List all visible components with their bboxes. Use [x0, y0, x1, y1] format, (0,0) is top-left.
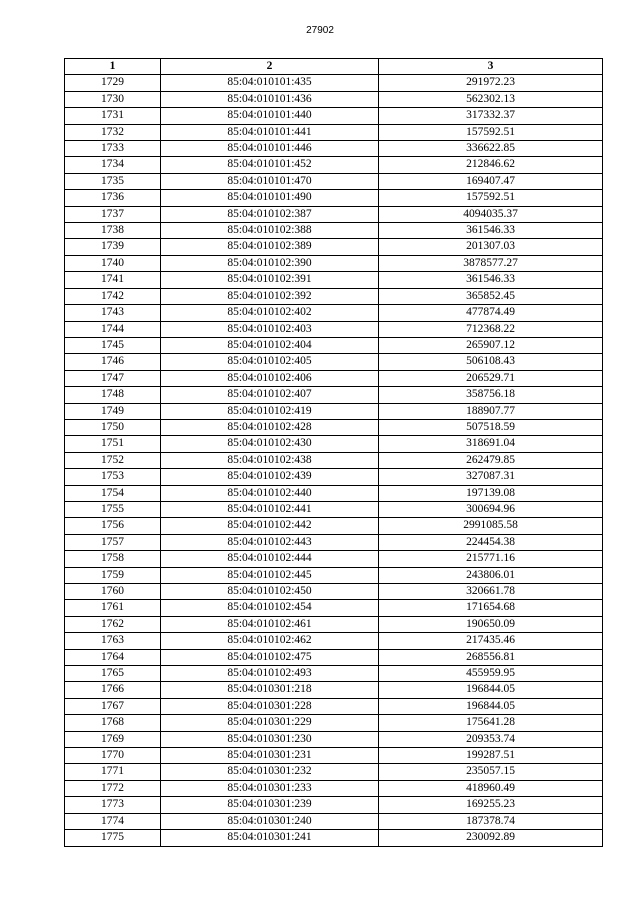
row-number-cell: 1770 [65, 748, 161, 764]
row-number-cell: 1768 [65, 715, 161, 731]
value-cell: 224454.38 [379, 534, 603, 550]
value-cell: 196844.05 [379, 698, 603, 714]
cadastral-number-cell: 85:04:010102:439 [161, 469, 379, 485]
table-row [65, 551, 603, 567]
row-number-cell: 1774 [65, 813, 161, 829]
cadastral-number-cell: 85:04:010101:452 [161, 157, 379, 173]
cadastral-number-cell: 85:04:010102:403 [161, 321, 379, 337]
value-cell: 507518.59 [379, 419, 603, 435]
table-row [65, 91, 603, 107]
table-row [65, 813, 603, 829]
cadastral-number-cell: 85:04:010301:229 [161, 715, 379, 731]
table-row [65, 239, 603, 255]
row-number-cell: 1733 [65, 141, 161, 157]
cadastral-number-cell: 85:04:010102:390 [161, 255, 379, 271]
row-number-cell: 1767 [65, 698, 161, 714]
table-row [65, 141, 603, 157]
row-number-cell: 1731 [65, 108, 161, 124]
row-number-cell: 1756 [65, 518, 161, 534]
table-row [65, 698, 603, 714]
row-number-cell: 1732 [65, 124, 161, 140]
table-row [65, 748, 603, 764]
row-number-cell: 1750 [65, 419, 161, 435]
value-cell: 361546.33 [379, 223, 603, 239]
row-number-cell: 1749 [65, 403, 161, 419]
cadastral-number-cell: 85:04:010102:428 [161, 419, 379, 435]
cadastral-number-cell: 85:04:010101:446 [161, 141, 379, 157]
row-number-cell: 1769 [65, 731, 161, 747]
cadastral-number-cell: 85:04:010102:461 [161, 616, 379, 632]
value-cell: 230092.89 [379, 830, 603, 846]
table-row [65, 108, 603, 124]
value-cell: 201307.03 [379, 239, 603, 255]
row-number-cell: 1738 [65, 223, 161, 239]
table-row [65, 157, 603, 173]
value-cell: 171654.68 [379, 600, 603, 616]
row-number-cell: 1743 [65, 305, 161, 321]
value-cell: 365852.45 [379, 288, 603, 304]
row-number-cell: 1766 [65, 682, 161, 698]
value-cell: 265907.12 [379, 337, 603, 353]
cadastral-number-cell: 85:04:010101:435 [161, 75, 379, 91]
value-cell: 712368.22 [379, 321, 603, 337]
table-row [65, 764, 603, 780]
row-number-cell: 1736 [65, 190, 161, 206]
row-number-cell: 1729 [65, 75, 161, 91]
cadastral-number-cell: 85:04:010101:470 [161, 173, 379, 189]
row-number-cell: 1752 [65, 452, 161, 468]
cadastral-number-cell: 85:04:010102:475 [161, 649, 379, 665]
value-cell: 327087.31 [379, 469, 603, 485]
table-row [65, 206, 603, 222]
table-row [65, 649, 603, 665]
cadastral-number-cell: 85:04:010102:493 [161, 666, 379, 682]
table-row [65, 567, 603, 583]
row-number-cell: 1742 [65, 288, 161, 304]
table-row [65, 616, 603, 632]
value-cell: 196844.05 [379, 682, 603, 698]
table-row [65, 600, 603, 616]
cadastral-number-cell: 85:04:010101:436 [161, 91, 379, 107]
table-row [65, 666, 603, 682]
table-row [65, 190, 603, 206]
row-number-cell: 1747 [65, 370, 161, 386]
value-cell: 235057.15 [379, 764, 603, 780]
cadastral-number-cell: 85:04:010102:419 [161, 403, 379, 419]
table-row [65, 75, 603, 91]
page-number: 27902 [306, 25, 334, 36]
table-row [65, 469, 603, 485]
cadastral-number-cell: 85:04:010301:233 [161, 780, 379, 796]
table-row [65, 584, 603, 600]
value-cell: 317332.37 [379, 108, 603, 124]
table-body [65, 75, 603, 846]
cadastral-number-cell: 85:04:010102:406 [161, 370, 379, 386]
table-row [65, 485, 603, 501]
cadastral-number-cell: 85:04:010301:241 [161, 830, 379, 846]
value-cell: 188907.77 [379, 403, 603, 419]
cadastral-number-cell: 85:04:010102:443 [161, 534, 379, 550]
table-row [65, 780, 603, 796]
column-header: 1 [65, 59, 161, 75]
row-number-cell: 1746 [65, 354, 161, 370]
value-cell: 157592.51 [379, 190, 603, 206]
value-cell: 157592.51 [379, 124, 603, 140]
cadastral-number-cell: 85:04:010301:228 [161, 698, 379, 714]
row-number-cell: 1772 [65, 780, 161, 796]
row-number-cell: 1737 [65, 206, 161, 222]
row-number-cell: 1764 [65, 649, 161, 665]
value-cell: 506108.43 [379, 354, 603, 370]
cadastral-number-cell: 85:04:010102:389 [161, 239, 379, 255]
row-number-cell: 1771 [65, 764, 161, 780]
table-row [65, 452, 603, 468]
value-cell: 243806.01 [379, 567, 603, 583]
value-cell: 190650.09 [379, 616, 603, 632]
value-cell: 187378.74 [379, 813, 603, 829]
cadastral-number-cell: 85:04:010102:462 [161, 633, 379, 649]
row-number-cell: 1762 [65, 616, 161, 632]
cadastral-number-cell: 85:04:010101:490 [161, 190, 379, 206]
cadastral-number-cell: 85:04:010102:388 [161, 223, 379, 239]
value-cell: 300694.96 [379, 501, 603, 517]
table-row [65, 534, 603, 550]
row-number-cell: 1734 [65, 157, 161, 173]
cadastral-number-cell: 85:04:010102:392 [161, 288, 379, 304]
value-cell: 209353.74 [379, 731, 603, 747]
row-number-cell: 1753 [65, 469, 161, 485]
cadastral-number-cell: 85:04:010301:240 [161, 813, 379, 829]
cadastral-number-cell: 85:04:010102:402 [161, 305, 379, 321]
cadastral-number-cell: 85:04:010102:404 [161, 337, 379, 353]
value-cell: 358756.18 [379, 387, 603, 403]
table-row [65, 633, 603, 649]
value-cell: 291972.23 [379, 75, 603, 91]
row-number-cell: 1755 [65, 501, 161, 517]
cadastral-number-cell: 85:04:010102:405 [161, 354, 379, 370]
table-row [65, 272, 603, 288]
cadastral-number-cell: 85:04:010301:239 [161, 797, 379, 813]
value-cell: 562302.13 [379, 91, 603, 107]
row-number-cell: 1765 [65, 666, 161, 682]
row-number-cell: 1741 [65, 272, 161, 288]
row-number-cell: 1751 [65, 436, 161, 452]
value-cell: 217435.46 [379, 633, 603, 649]
value-cell: 318691.04 [379, 436, 603, 452]
row-number-cell: 1745 [65, 337, 161, 353]
cadastral-number-cell: 85:04:010301:231 [161, 748, 379, 764]
value-cell: 3878577.27 [379, 255, 603, 271]
cadastral-number-cell: 85:04:010102:438 [161, 452, 379, 468]
value-cell: 215771.16 [379, 551, 603, 567]
row-number-cell: 1744 [65, 321, 161, 337]
table-row [65, 354, 603, 370]
value-cell: 212846.62 [379, 157, 603, 173]
row-number-cell: 1763 [65, 633, 161, 649]
cadastral-number-cell: 85:04:010102:441 [161, 501, 379, 517]
value-cell: 169407.47 [379, 173, 603, 189]
value-cell: 169255.23 [379, 797, 603, 813]
cadastral-number-cell: 85:04:010102:391 [161, 272, 379, 288]
cadastral-number-cell: 85:04:010102:442 [161, 518, 379, 534]
value-cell: 4094035.37 [379, 206, 603, 222]
table-row [65, 797, 603, 813]
value-cell: 175641.28 [379, 715, 603, 731]
value-cell: 262479.85 [379, 452, 603, 468]
table-row [65, 501, 603, 517]
value-cell: 206529.71 [379, 370, 603, 386]
value-cell: 2991085.58 [379, 518, 603, 534]
data-table [64, 58, 603, 847]
cadastral-number-cell: 85:04:010301:230 [161, 731, 379, 747]
table-header-row [65, 59, 603, 75]
row-number-cell: 1730 [65, 91, 161, 107]
table-row [65, 419, 603, 435]
row-number-cell: 1761 [65, 600, 161, 616]
value-cell: 199287.51 [379, 748, 603, 764]
row-number-cell: 1748 [65, 387, 161, 403]
column-header: 3 [379, 59, 603, 75]
row-number-cell: 1740 [65, 255, 161, 271]
row-number-cell: 1758 [65, 551, 161, 567]
table-row [65, 830, 603, 846]
table-row [65, 255, 603, 271]
cadastral-number-cell: 85:04:010102:430 [161, 436, 379, 452]
table-row [65, 731, 603, 747]
value-cell: 477874.49 [379, 305, 603, 321]
row-number-cell: 1757 [65, 534, 161, 550]
cadastral-number-cell: 85:04:010102:444 [161, 551, 379, 567]
table-row [65, 682, 603, 698]
cadastral-number-cell: 85:04:010102:440 [161, 485, 379, 501]
table-row [65, 321, 603, 337]
row-number-cell: 1754 [65, 485, 161, 501]
table-row [65, 518, 603, 534]
table-row [65, 715, 603, 731]
row-number-cell: 1735 [65, 173, 161, 189]
table-row [65, 173, 603, 189]
value-cell: 320661.78 [379, 584, 603, 600]
cadastral-number-cell: 85:04:010301:218 [161, 682, 379, 698]
cadastral-number-cell: 85:04:010102:450 [161, 584, 379, 600]
table-row [65, 370, 603, 386]
table-row [65, 124, 603, 140]
table-row [65, 288, 603, 304]
value-cell: 455959.95 [379, 666, 603, 682]
row-number-cell: 1739 [65, 239, 161, 255]
row-number-cell: 1760 [65, 584, 161, 600]
table-row [65, 337, 603, 353]
column-header: 2 [161, 59, 379, 75]
cadastral-number-cell: 85:04:010102:445 [161, 567, 379, 583]
value-cell: 268556.81 [379, 649, 603, 665]
row-number-cell: 1775 [65, 830, 161, 846]
value-cell: 418960.49 [379, 780, 603, 796]
table-row [65, 387, 603, 403]
table-row [65, 305, 603, 321]
row-number-cell: 1759 [65, 567, 161, 583]
cadastral-number-cell: 85:04:010102:454 [161, 600, 379, 616]
cadastral-number-cell: 85:04:010102:407 [161, 387, 379, 403]
cadastral-number-cell: 85:04:010101:440 [161, 108, 379, 124]
value-cell: 197139.08 [379, 485, 603, 501]
table-row [65, 403, 603, 419]
table-row [65, 436, 603, 452]
row-number-cell: 1773 [65, 797, 161, 813]
table-row [65, 223, 603, 239]
cadastral-number-cell: 85:04:010102:387 [161, 206, 379, 222]
value-cell: 336622.85 [379, 141, 603, 157]
value-cell: 361546.33 [379, 272, 603, 288]
cadastral-number-cell: 85:04:010101:441 [161, 124, 379, 140]
cadastral-number-cell: 85:04:010301:232 [161, 764, 379, 780]
